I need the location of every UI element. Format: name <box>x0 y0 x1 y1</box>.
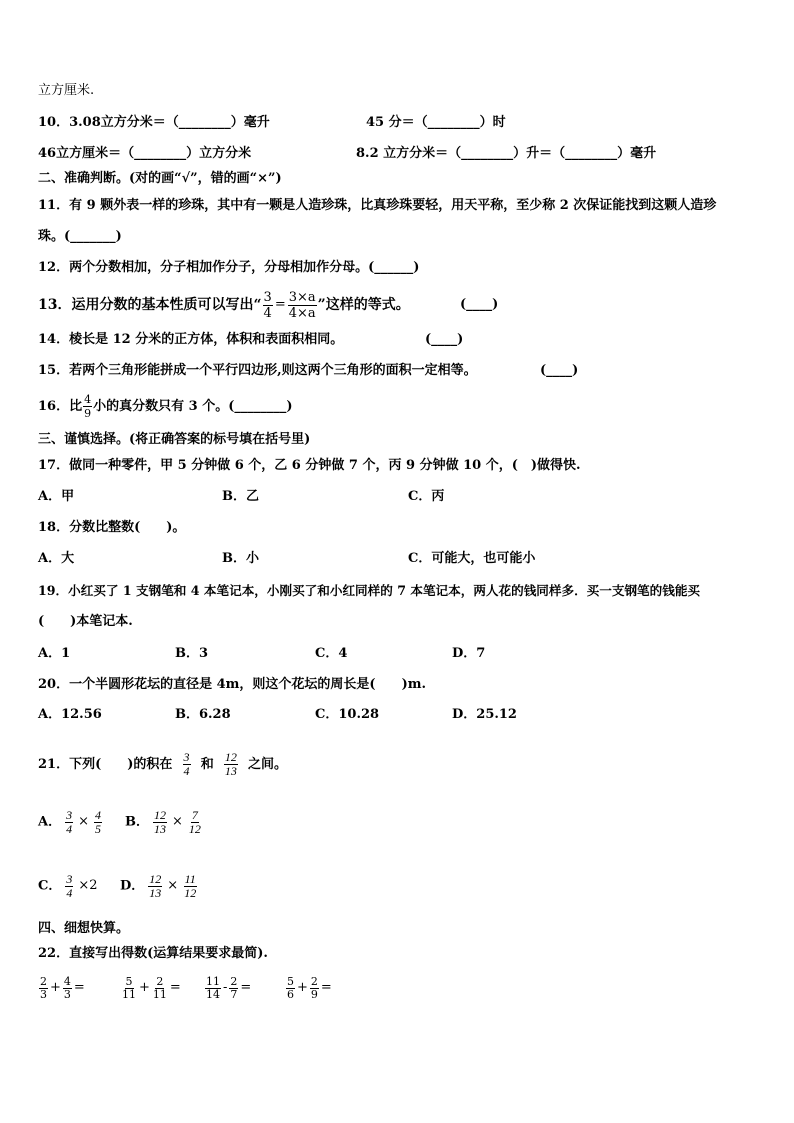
q10-part-c: 46立方厘米＝（________）立方分米 <box>38 146 252 161</box>
q10-part-d: 8.2 立方分米＝（________）升＝（________）毫升 <box>356 146 657 161</box>
q13-prefix: 13．运用分数的基本性质可以写出“ <box>38 297 262 313</box>
q21-fraction-2: $\frac{12}{13}$ <box>224 750 237 778</box>
q15-text: 15．若两个三角形能拼成一个平行四边形,则这两个三角形的面积一定相等。 <box>38 363 477 378</box>
q21-suffix: 之间。 <box>247 757 287 772</box>
q20-option-c: C．10.28 <box>315 707 380 722</box>
section-4-title: 四、细想快算。 <box>38 921 130 936</box>
q20-option-b: B．6.28 <box>175 707 231 722</box>
q13-suffix: ”这样的等式。 <box>317 297 410 313</box>
q21-mid: 和 <box>200 757 214 772</box>
q22-expression-3: $\frac{11}{14}$ - $\frac{2}{7}$ = <box>206 974 252 1001</box>
q18-option-b: B．小 <box>222 551 259 566</box>
q17-option-b: B．乙 <box>222 489 259 504</box>
q22-text: 22．直接写出得数(运算结果要求最简). <box>38 946 268 961</box>
q13-fraction-2: $\frac{3\times a}{4\times a}$ <box>288 289 316 321</box>
q17-text: 17．做同一种零件，甲 5 分钟做 6 个，乙 6 分钟做 7 个，丙 9 分钟做 10 个，( )做得快. <box>38 458 581 473</box>
q13-fraction-1: $\frac{3}{4}$ <box>263 289 272 321</box>
q14-blank: (____) <box>425 332 464 347</box>
q10-part-a: 10．3.08立方分米＝（________）毫升 <box>38 115 270 130</box>
q19-line1: 19．小红买了 1 支钢笔和 4 本笔记本，小刚买了和小红同样的 7 本笔记本，两人花的钱同样多．买一支钢笔的钱能买 <box>38 583 701 598</box>
q16 <box>38 390 293 424</box>
q18-option-c: C．可能大，也可能小 <box>408 551 536 566</box>
q14-text: 14．棱长是 12 分米的正方体，体积和表面积相同。 <box>38 332 344 347</box>
q19-line2: ( )本笔记本. <box>38 614 133 629</box>
q16-suffix: 小的真分数只有 3 个。(________) <box>93 399 293 414</box>
q10-part-b: 45 分＝（________）时 <box>366 115 506 130</box>
q13 <box>38 288 410 322</box>
q20-option-a: A．12.56 <box>38 707 102 722</box>
q21-fraction-1: $\frac{3}{4}$ <box>183 750 190 778</box>
q21 <box>38 742 287 788</box>
q19-option-c: C．4 <box>315 646 348 661</box>
q20-option-d: D．25.12 <box>452 707 517 722</box>
q19-option-b: B．3 <box>175 646 209 661</box>
q16-fraction: $\frac{4}{9}$ <box>84 393 92 420</box>
q22-expression-2: $\frac{5}{11}$ + $\frac{2}{11}$ = <box>122 974 181 1001</box>
q21-option-c: C． $\frac{3}{4}$ ×2 <box>38 871 98 900</box>
section-2-title: 二、准确判断。(对的画“√”，错的画“×”) <box>38 171 282 186</box>
q20-text: 20．一个半圆形花坛的直径是 4m，则这个花坛的周长是( )m. <box>38 677 427 692</box>
q13-equals: = <box>274 297 286 312</box>
q18-option-a: A．大 <box>38 551 75 566</box>
continuation-text: 立方厘米. <box>38 83 95 98</box>
q12-text: 12．两个分数相加，分子相加作分子，分母相加作分母。(______) <box>38 260 420 275</box>
q22-expression-4: $\frac{5}{6}$ + $\frac{2}{9}$ = <box>287 974 332 1001</box>
q17-option-c: C．丙 <box>408 489 445 504</box>
q22-expression-1: $\frac{2}{3}$ + $\frac{4}{3}$ = <box>40 974 85 1001</box>
q19-option-d: D．7 <box>452 646 486 661</box>
q11-line1: 11．有 9 颗外表一样的珍珠，其中有一颗是人造珍珠，比真珍珠要轻，用天平称，至少称 2 次保证能找到这颗人造珍 <box>38 198 717 213</box>
q21-option-a: A． $\frac{3}{4}$ × $\frac{4}{5}$ <box>38 807 101 836</box>
q11-line2: 珠。(_______) <box>38 229 122 244</box>
q21-prefix: 21．下列( )的积在 <box>38 757 173 772</box>
section-3-title: 三、谨慎选择。(将正确答案的标号填在括号里) <box>38 432 311 447</box>
q19-option-a: A．1 <box>38 646 71 661</box>
q21-option-d: D． $\frac{12}{13}$ × $\frac{11}{12}$ <box>120 871 197 900</box>
q15-blank: (____) <box>540 363 579 378</box>
q13-blank: (____) <box>460 297 499 312</box>
q16-prefix: 16．比 <box>38 399 83 414</box>
q21-option-b: B． $\frac{12}{13}$ × $\frac{7}{12}$ <box>125 807 201 836</box>
q18-text: 18．分数比整数( )。 <box>38 520 186 535</box>
q17-option-a: A．甲 <box>38 489 75 504</box>
